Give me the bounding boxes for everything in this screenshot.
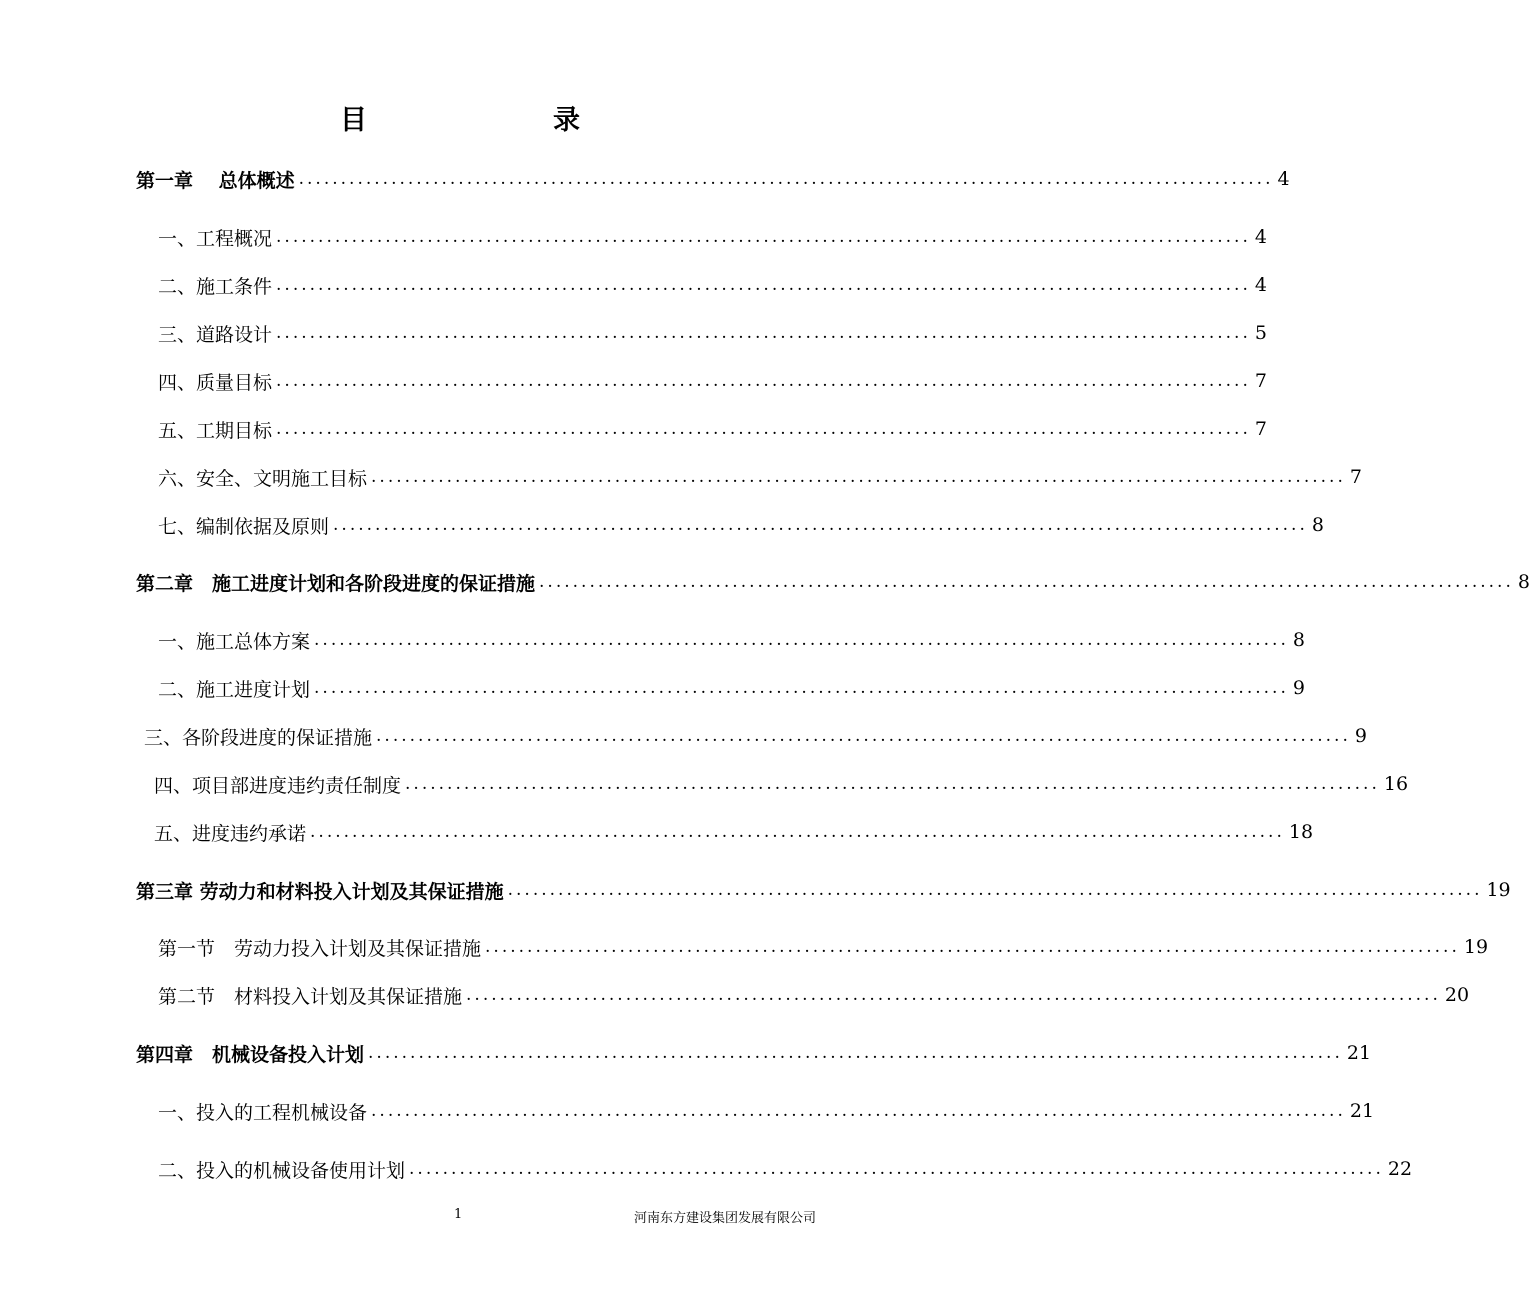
toc-entry-page: 8 [1517, 571, 1530, 593]
toc-entry-label: 七、编制依据及原则 [158, 515, 330, 538]
toc-entry-page: 4 [1254, 226, 1267, 248]
dot-leader: .................................................................................................................... [371, 467, 1346, 487]
toc-entry-chapter-4[interactable] [136, 1038, 1372, 1068]
footer-page-number: 1 [454, 1207, 463, 1222]
toc-entry-section[interactable] [154, 769, 1409, 799]
toc-entry-label: 六、安全、文明施工目标 [158, 467, 368, 490]
toc-entry-section[interactable] [158, 462, 1362, 492]
toc-entry-section[interactable] [158, 980, 1470, 1010]
toc-entry-page: 20 [1444, 984, 1470, 1006]
toc-entry-label: 五、工期目标 [158, 419, 273, 442]
toc-entry-section[interactable] [158, 510, 1324, 540]
dot-leader: .................................................................................................................... [376, 726, 1351, 746]
toc-entry-section[interactable] [158, 366, 1267, 396]
dot-leader: .................................................................................................................... [276, 227, 1251, 247]
toc-entry-page: 21 [1346, 1042, 1372, 1064]
dot-leader: .................................................................................................................... [405, 774, 1380, 794]
toc-entry-label: 五、进度违约承诺 [154, 822, 307, 845]
toc-entry-label: 二、投入的机械设备使用计划 [158, 1159, 406, 1182]
dot-leader: .................................................................................................................... [276, 323, 1251, 343]
toc-entry-label: 第一节 劳动力投入计划及其保证措施 [158, 937, 482, 960]
footer-organization: 河南东方建设集团发展有限公司 [634, 1211, 817, 1226]
dot-leader: .................................................................................................................... [314, 678, 1289, 698]
toc-entry-label: 三、各阶段进度的保证措施 [144, 726, 373, 749]
dot-leader: .................................................................................................................... [333, 515, 1308, 535]
toc-entry-page: 22 [1387, 1158, 1413, 1180]
toc-entry-page: 7 [1254, 370, 1267, 392]
toc-entry-section[interactable] [158, 414, 1267, 444]
dot-leader: .................................................................................................................... [368, 1043, 1343, 1063]
toc-entry-label: 第三章 劳动力和材料投入计划及其保证措施 [136, 880, 504, 903]
toc-entry-section[interactable] [158, 673, 1305, 703]
toc-entry-section[interactable] [158, 318, 1267, 348]
toc-entry-chapter-3[interactable] [136, 875, 1511, 905]
toc-entry-label: 四、项目部进度违约责任制度 [154, 774, 402, 797]
dot-leader: .................................................................................................................... [507, 880, 1483, 900]
toc-entry-section[interactable] [158, 1096, 1375, 1126]
toc-entry-label: 三、道路设计 [158, 323, 273, 346]
toc-entry-label: 二、施工条件 [158, 275, 273, 298]
dot-leader: .................................................................................................................... [485, 937, 1460, 957]
dot-leader: .................................................................................................................... [409, 1159, 1384, 1179]
toc-entry-label: 第一章 总体概述 [136, 169, 295, 192]
dot-leader: .................................................................................................................... [276, 275, 1251, 295]
dot-leader: .................................................................................................................... [276, 419, 1251, 439]
dot-leader: .................................................................................................................... [466, 985, 1441, 1005]
toc-entry-page: 7 [1254, 418, 1267, 440]
toc-entry-label: 第二章 施工进度计划和各阶段进度的保证措施 [136, 572, 536, 595]
dot-leader: .................................................................................................................... [314, 630, 1289, 650]
toc-entry-page: 18 [1288, 821, 1314, 843]
toc-entry-page: 7 [1349, 466, 1362, 488]
toc-entry-page: 4 [1254, 274, 1267, 296]
toc-entry-page: 9 [1354, 725, 1367, 747]
dot-leader: .................................................................................................................... [539, 572, 1514, 592]
toc-entry-label: 一、投入的工程机械设备 [158, 1101, 368, 1124]
toc-entry-section[interactable] [158, 1154, 1413, 1184]
toc-entry-section[interactable] [158, 222, 1267, 252]
dot-leader: .................................................................................................................... [276, 371, 1251, 391]
toc-entry-page: 19 [1486, 879, 1511, 901]
toc-entry-section[interactable] [154, 817, 1314, 847]
toc-entry-page: 16 [1383, 773, 1409, 795]
toc-entry-label: 第二节 材料投入计划及其保证措施 [158, 985, 463, 1008]
toc-entry-label: 第四章 机械设备投入计划 [136, 1043, 365, 1066]
page-title: 目 录 [340, 105, 624, 136]
dot-leader: .................................................................................................................... [310, 822, 1285, 842]
dot-leader: .................................................................................................................... [371, 1101, 1346, 1121]
toc-entry-section[interactable] [158, 270, 1267, 300]
toc-entry-page: 8 [1311, 514, 1324, 536]
toc-entry-section[interactable] [158, 932, 1489, 962]
toc-entry-label: 二、施工进度计划 [158, 678, 311, 701]
toc-entry-page: 19 [1463, 936, 1489, 958]
toc-entry-label: 一、工程概况 [158, 227, 273, 250]
toc-entry-chapter-2[interactable] [136, 567, 1530, 597]
toc-entry-chapter-1[interactable] [136, 164, 1290, 194]
toc-entry-page: 9 [1292, 677, 1305, 699]
toc-entry-section[interactable] [144, 721, 1367, 751]
toc-entry-page: 21 [1349, 1100, 1375, 1122]
toc-entry-section[interactable] [158, 625, 1305, 655]
toc-entry-label: 四、质量目标 [158, 371, 273, 394]
dot-leader: .................................................................................................................... [298, 169, 1274, 189]
toc-entry-page: 8 [1292, 629, 1305, 651]
toc-entry-page: 4 [1277, 168, 1290, 190]
toc-entry-label: 一、施工总体方案 [158, 630, 311, 653]
toc-entry-page: 5 [1254, 322, 1267, 344]
